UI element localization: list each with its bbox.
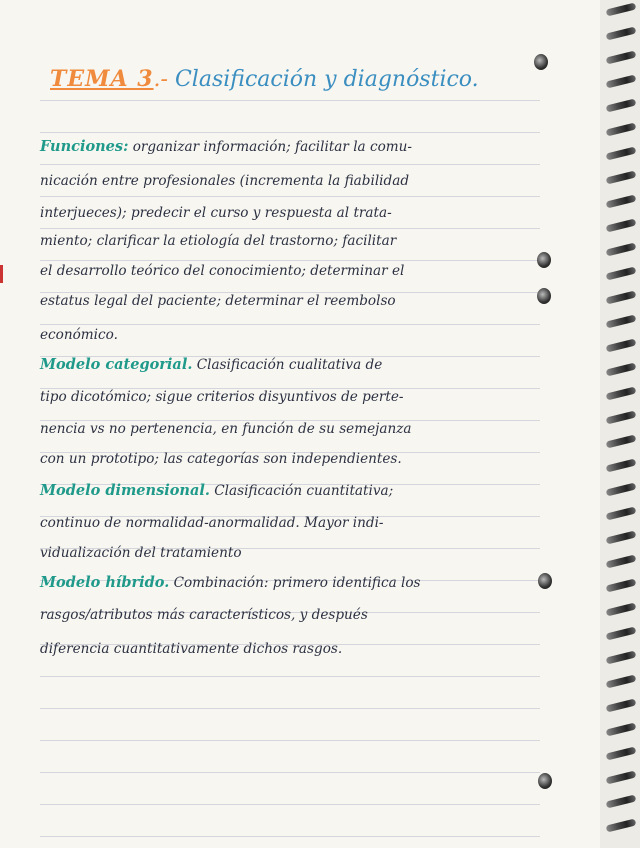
note-text: el desarrollo teórico del conocimiento; determinar el xyxy=(40,263,405,279)
spiral-coil xyxy=(606,290,637,304)
note-text: Clasificación cualitativa de xyxy=(192,357,383,373)
ruled-line xyxy=(40,132,540,133)
spiral-coil xyxy=(606,530,637,544)
ruled-line xyxy=(40,260,540,261)
spiral-coil xyxy=(606,314,637,328)
note-line xyxy=(40,262,550,290)
ruled-line xyxy=(40,772,540,773)
spiral-coil xyxy=(606,74,637,88)
spiral-coil xyxy=(606,386,637,400)
note-line xyxy=(40,482,550,510)
page-title xyxy=(50,66,520,96)
note-text: continuo de normalidad-anormalidad. Mayor indi- xyxy=(40,515,384,531)
note-text: Combinación: primero identifica los xyxy=(169,575,421,591)
ruled-line xyxy=(40,836,540,837)
note-text: nicación entre profesionales (incrementa la fiabilidad xyxy=(40,173,410,189)
note-text: con un prototipo; las categorías son independientes. xyxy=(40,451,402,467)
note-text: organizar información; facilitar la comu- xyxy=(128,139,413,155)
note-term: Modelo categorial. xyxy=(40,356,193,373)
spiral-coil xyxy=(606,482,637,496)
note-line xyxy=(40,326,550,354)
note-line xyxy=(40,232,550,260)
title-heading: Clasificación y diagnóstico. xyxy=(174,67,479,92)
title-separator: .- xyxy=(153,67,168,92)
punch-hole-icon xyxy=(537,252,551,268)
spiral-coil xyxy=(606,722,637,736)
note-line xyxy=(40,292,550,320)
punch-hole-icon xyxy=(537,288,551,304)
spiral-coil xyxy=(606,602,637,616)
spiral-coil xyxy=(606,626,637,640)
note-text: tipo dicotómico; sigue criterios disyuntivos de perte- xyxy=(40,389,404,405)
note-line xyxy=(40,450,550,478)
page-edge-mark xyxy=(0,265,3,283)
note-line xyxy=(40,574,550,602)
spiral-coil xyxy=(606,98,637,112)
spiral-coil xyxy=(606,458,637,472)
note-line xyxy=(40,204,550,232)
spiral-coil xyxy=(606,818,637,832)
note-text: estatus legal del paciente; determinar el reembolso xyxy=(40,293,396,309)
spiral-coil xyxy=(606,2,637,16)
spiral-coil xyxy=(606,650,637,664)
spiral-coil xyxy=(606,194,637,208)
ruled-line xyxy=(40,708,540,709)
spiral-coil xyxy=(606,362,637,376)
spiral-coil xyxy=(606,266,637,280)
spiral-coil xyxy=(606,122,637,136)
punch-hole-icon xyxy=(538,773,552,789)
note-line xyxy=(40,544,550,572)
ruled-line xyxy=(40,804,540,805)
note-text: interjueces); predecir el curso y respuesta al trata- xyxy=(40,205,392,221)
note-text: vidualización del tratamiento xyxy=(40,545,242,561)
note-line xyxy=(40,356,550,384)
spiral-coil xyxy=(606,674,637,688)
note-line xyxy=(40,640,550,668)
ruled-line xyxy=(40,740,540,741)
note-line xyxy=(40,514,550,542)
note-text: económico. xyxy=(40,327,118,343)
spiral-coil xyxy=(606,170,637,184)
spiral-coil xyxy=(606,578,637,592)
note-text: nencia vs no pertenencia, en función de su semejanza xyxy=(40,421,412,437)
note-line xyxy=(40,172,550,200)
title-tema-label: TEMA 3 xyxy=(50,66,154,92)
spiral-coil xyxy=(606,506,637,520)
note-line xyxy=(40,388,550,416)
note-text: miento; clarificar la etiología del trastorno; facilitar xyxy=(40,233,397,249)
spiral-coil xyxy=(606,770,637,784)
note-term: Modelo híbrido. xyxy=(40,574,170,591)
ruled-line xyxy=(40,100,540,101)
ruled-line xyxy=(40,324,540,325)
note-text: rasgos/atributos más característicos, y después xyxy=(40,607,368,623)
note-text: diferencia cuantitativamente dichos rasgos. xyxy=(40,641,343,657)
spiral-coil xyxy=(606,218,637,232)
spiral-coil xyxy=(606,410,637,424)
note-line xyxy=(40,138,550,166)
spiral-coil xyxy=(606,50,637,64)
spiral-coil xyxy=(606,698,637,712)
spiral-coil xyxy=(606,338,637,352)
note-line xyxy=(40,606,550,634)
punch-hole-icon xyxy=(538,573,552,589)
note-line xyxy=(40,420,550,448)
spiral-coil xyxy=(606,746,637,760)
spiral-coil xyxy=(606,434,637,448)
spiral-coil xyxy=(606,26,637,40)
punch-hole-icon xyxy=(534,54,548,70)
note-text: Clasificación cuantitativa; xyxy=(209,483,394,499)
spiral-coil xyxy=(606,554,637,568)
spiral-coil xyxy=(606,794,637,808)
note-term: Modelo dimensional. xyxy=(40,482,210,499)
spiral-coil xyxy=(606,146,637,160)
spiral-coil xyxy=(606,242,637,256)
spiral-binding-icon xyxy=(600,0,640,848)
note-term: Funciones: xyxy=(40,138,129,155)
ruled-line xyxy=(40,676,540,677)
